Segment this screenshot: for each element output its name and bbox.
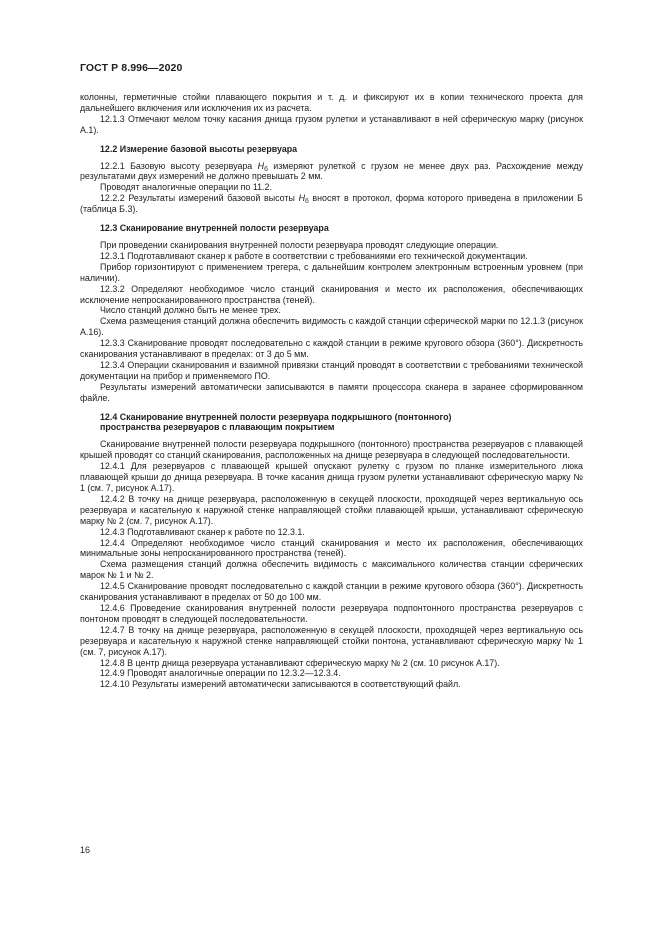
paragraph-12-3-3: 12.3.3 Сканирование проводят последовательно с каждой станции в режиме кругового обзора (360°). Дискретность сканирования устанавливают в пределах: от 3 до 5 мм. (80, 338, 583, 360)
subscript-b: б (304, 198, 309, 206)
paragraph-12-3-2-c: Схема размещения станций должна обеспечить видимость с каждой станции сферической марки по 12.1.3 (рисунок А.16). (80, 316, 583, 338)
paragraph-12-4-1: 12.4.1 Для резервуаров с плавающей крышей опускают рулетку с грузом по планке измерительного люка плавающей крыши до днища резервуара. В точке касания днища грузом рулетки устанавливают сферическую марку № 1 (см. 7, рисунок А.17). (80, 461, 583, 493)
paragraph-12-3-2: 12.3.2 Определяют необходимое число станций сканирования и место их расположения, обеспечивающих исключение непросканированного пространства (теней). (80, 283, 583, 305)
paragraph-12-4-5: 12.4.5 Сканирование проводят последовательно с каждой станции в режиме кругового обзора (360°). Дискретность сканирования устанавливают в пределах от 50 до 100 мм. (80, 581, 583, 603)
document-body (80, 92, 583, 690)
paragraph-12-3-2-b: Число станций должно быть не менее трех. (100, 305, 281, 316)
paragraph-12-3-4-b: Результаты измерений автоматически записываются в памяти процессора сканера в заранее сформированном файле. (80, 381, 583, 403)
paragraph-12-3-4: 12.3.4 Операции сканирования и взаимной привязки станций проводят в соответствии с требованиями технической документации на прибор и применяемого ПО. (80, 359, 583, 381)
paragraph-12-2-2: 12.2.2 Результаты измерений базовой высоты $H_б$ вносят в протокол, форма которого приведена в приложении Б (таблица Б.3). (80, 193, 583, 215)
paragraph-12-3-1-b: Прибор горизонтируют с применением трегера, с дальнейшим контролем электронным встроенным уровнем (при наличии). (80, 261, 583, 283)
paragraph-12-4-10: 12.4.10 Результаты измерений автоматически записываются в соответствующий файл. (100, 679, 461, 690)
paragraph-12-1-3: 12.1.3 Отмечают мелом точку касания днища грузом рулетки и устанавливают в ней сферическую марку (рисунок А.1). (80, 113, 583, 135)
paragraph-12-4-6: 12.4.6 Проведение сканирования внутренней полости резервуара подпонтонного пространства резервуаров с понтоном проводят в следующей последовательности. (80, 602, 583, 624)
paragraph-12-4-4: 12.4.4 Определяют необходимое число станций сканирования и место их расположения, обеспечивающих минимальные зоны непросканированного пространства (теней). (80, 537, 583, 559)
paragraph-12-4-7: 12.4.7 В точку на днище резервуара, расположенную в секущей плоскости, проходящей через вертикальную ось резервуара и касательную к наружной стенке направляющей стойки понтона, устанавливают сферическую марку № 1 (см. 7, рисунок А.17). (80, 624, 583, 657)
paragraph-12-4-3: 12.4.3 Подготавливают сканер к работе по 12.3.1. (100, 526, 305, 537)
paragraph-12-4-8: 12.4.8 В центр днища резервуара устанавливают сферическую марку № 2 (см. 10 рисунок А.17). (100, 657, 500, 668)
standard-header: ГОСТ Р 8.996—2020 (80, 62, 183, 74)
paragraph-12-3-intro: При проведении сканирования внутренней полости резервуара проводят следующие операции. (100, 239, 499, 250)
section-heading-12-2: 12.2 Измерение базовой высоты резервуара (100, 143, 298, 154)
paragraph-12-4-intro: Сканирование внутренней полости резервуара подкрышного (понтонного) пространства резервуаров с плавающей крышей проводят со станций сканирования, расположенных на днище резервуара в следующей последовательности. (80, 439, 583, 461)
paragraph-12-4-9: 12.4.9 Проводят аналогичные операции по 12.3.2—12.3.4. (100, 668, 341, 679)
section-heading-12-3: 12.3 Сканирование внутренней полости резервуара (100, 223, 329, 234)
paragraph-12-2-1-cont: Проводят аналогичные операции по 11.2. (100, 182, 272, 193)
paragraph-12-4-4-b: Схема размещения станций должна обеспечить видимость с максимального количества станции сферических марок № 1 и № 2. (80, 559, 583, 581)
section-heading-12-4: 12.4 Сканирование внутренней полости резервуара подкрышного (понтонного) (100, 411, 452, 422)
paragraph-12-4-2: 12.4.2 В точку на днище резервуара, расположенную в секущей плоскости, проходящей через вертикальную ось резервуара и касательную к наружной стенке направляющей стойки плавающей крыши, устанавливают сферическую марку № 2 (см. 7, рисунок А.17). (80, 493, 583, 526)
variable-h: H (257, 160, 265, 171)
subscript-b: б (264, 165, 268, 173)
variable-h: H (298, 193, 305, 204)
paragraph-continuation: колонны, герметичные стойки плавающего покрытия и т. д. и фиксируют их в копии технического проекта для дальнейшего включения или исключения их из расчета. (80, 92, 583, 113)
paragraph-12-2-1: 12.2.1 Базовую высоту резервуара $H_б$ измеряют рулеткой с грузом не менее двух раз. Расхождение между результатами двух измерений не должно превышать 2 мм. (80, 160, 584, 182)
page-number: 16 (80, 845, 91, 855)
section-heading-12-4-cont: пространства резервуаров с плавающим покрытием (100, 422, 335, 433)
paragraph-12-3-1: 12.3.1 Подготавливают сканер к работе в соответствии с требованиями его технической документации. (100, 250, 528, 261)
